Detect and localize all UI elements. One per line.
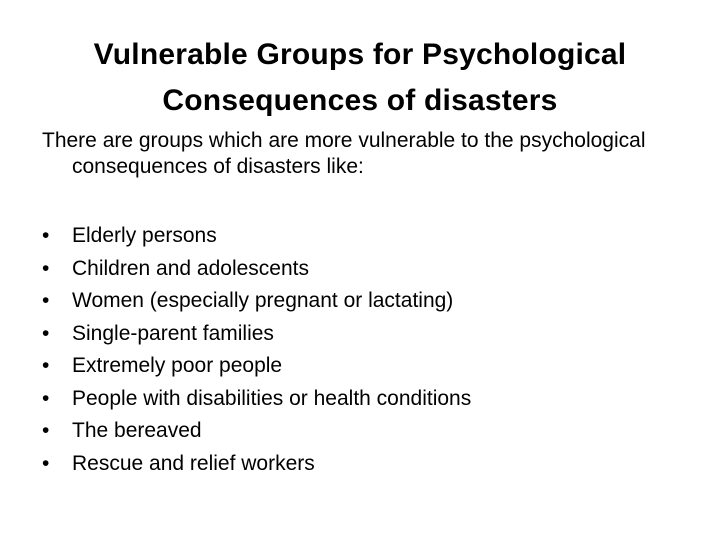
list-item-label: Rescue and relief workers	[72, 451, 315, 475]
list-item-label: Single-parent families	[72, 321, 274, 345]
list-item	[42, 220, 682, 253]
list-item-label: The bereaved	[72, 419, 202, 442]
list-item	[42, 285, 682, 318]
list-item-label: Women (especially pregnant or lactating)	[72, 289, 454, 312]
bullet-icon: •	[42, 289, 50, 312]
list-item	[42, 318, 682, 351]
list-item	[42, 253, 682, 286]
bullet-icon: •	[42, 256, 50, 280]
bullet-icon: •	[42, 321, 50, 345]
list-item	[42, 350, 682, 383]
list-item	[42, 448, 682, 481]
list-item-label: Children and adolescents	[72, 256, 309, 280]
intro-text: There are groups which are more vulnerable to the psychological consequences of disasters like:	[42, 129, 646, 178]
bullet-icon: •	[42, 451, 50, 475]
bullet-icon: •	[42, 386, 50, 410]
slide-title: Vulnerable Groups for Psychological Consequences of disasters	[93, 38, 627, 117]
list-item	[42, 383, 682, 416]
bullet-icon: •	[42, 224, 50, 247]
bullet-icon: •	[42, 419, 50, 442]
bullet-icon: •	[42, 354, 50, 377]
list-item	[42, 415, 682, 448]
list-item-label: People with disabilities or health conditions	[72, 386, 472, 410]
list-item-label: Elderly persons	[72, 224, 217, 247]
bullet-list	[42, 220, 682, 480]
list-item-label: Extremely poor people	[72, 354, 283, 377]
